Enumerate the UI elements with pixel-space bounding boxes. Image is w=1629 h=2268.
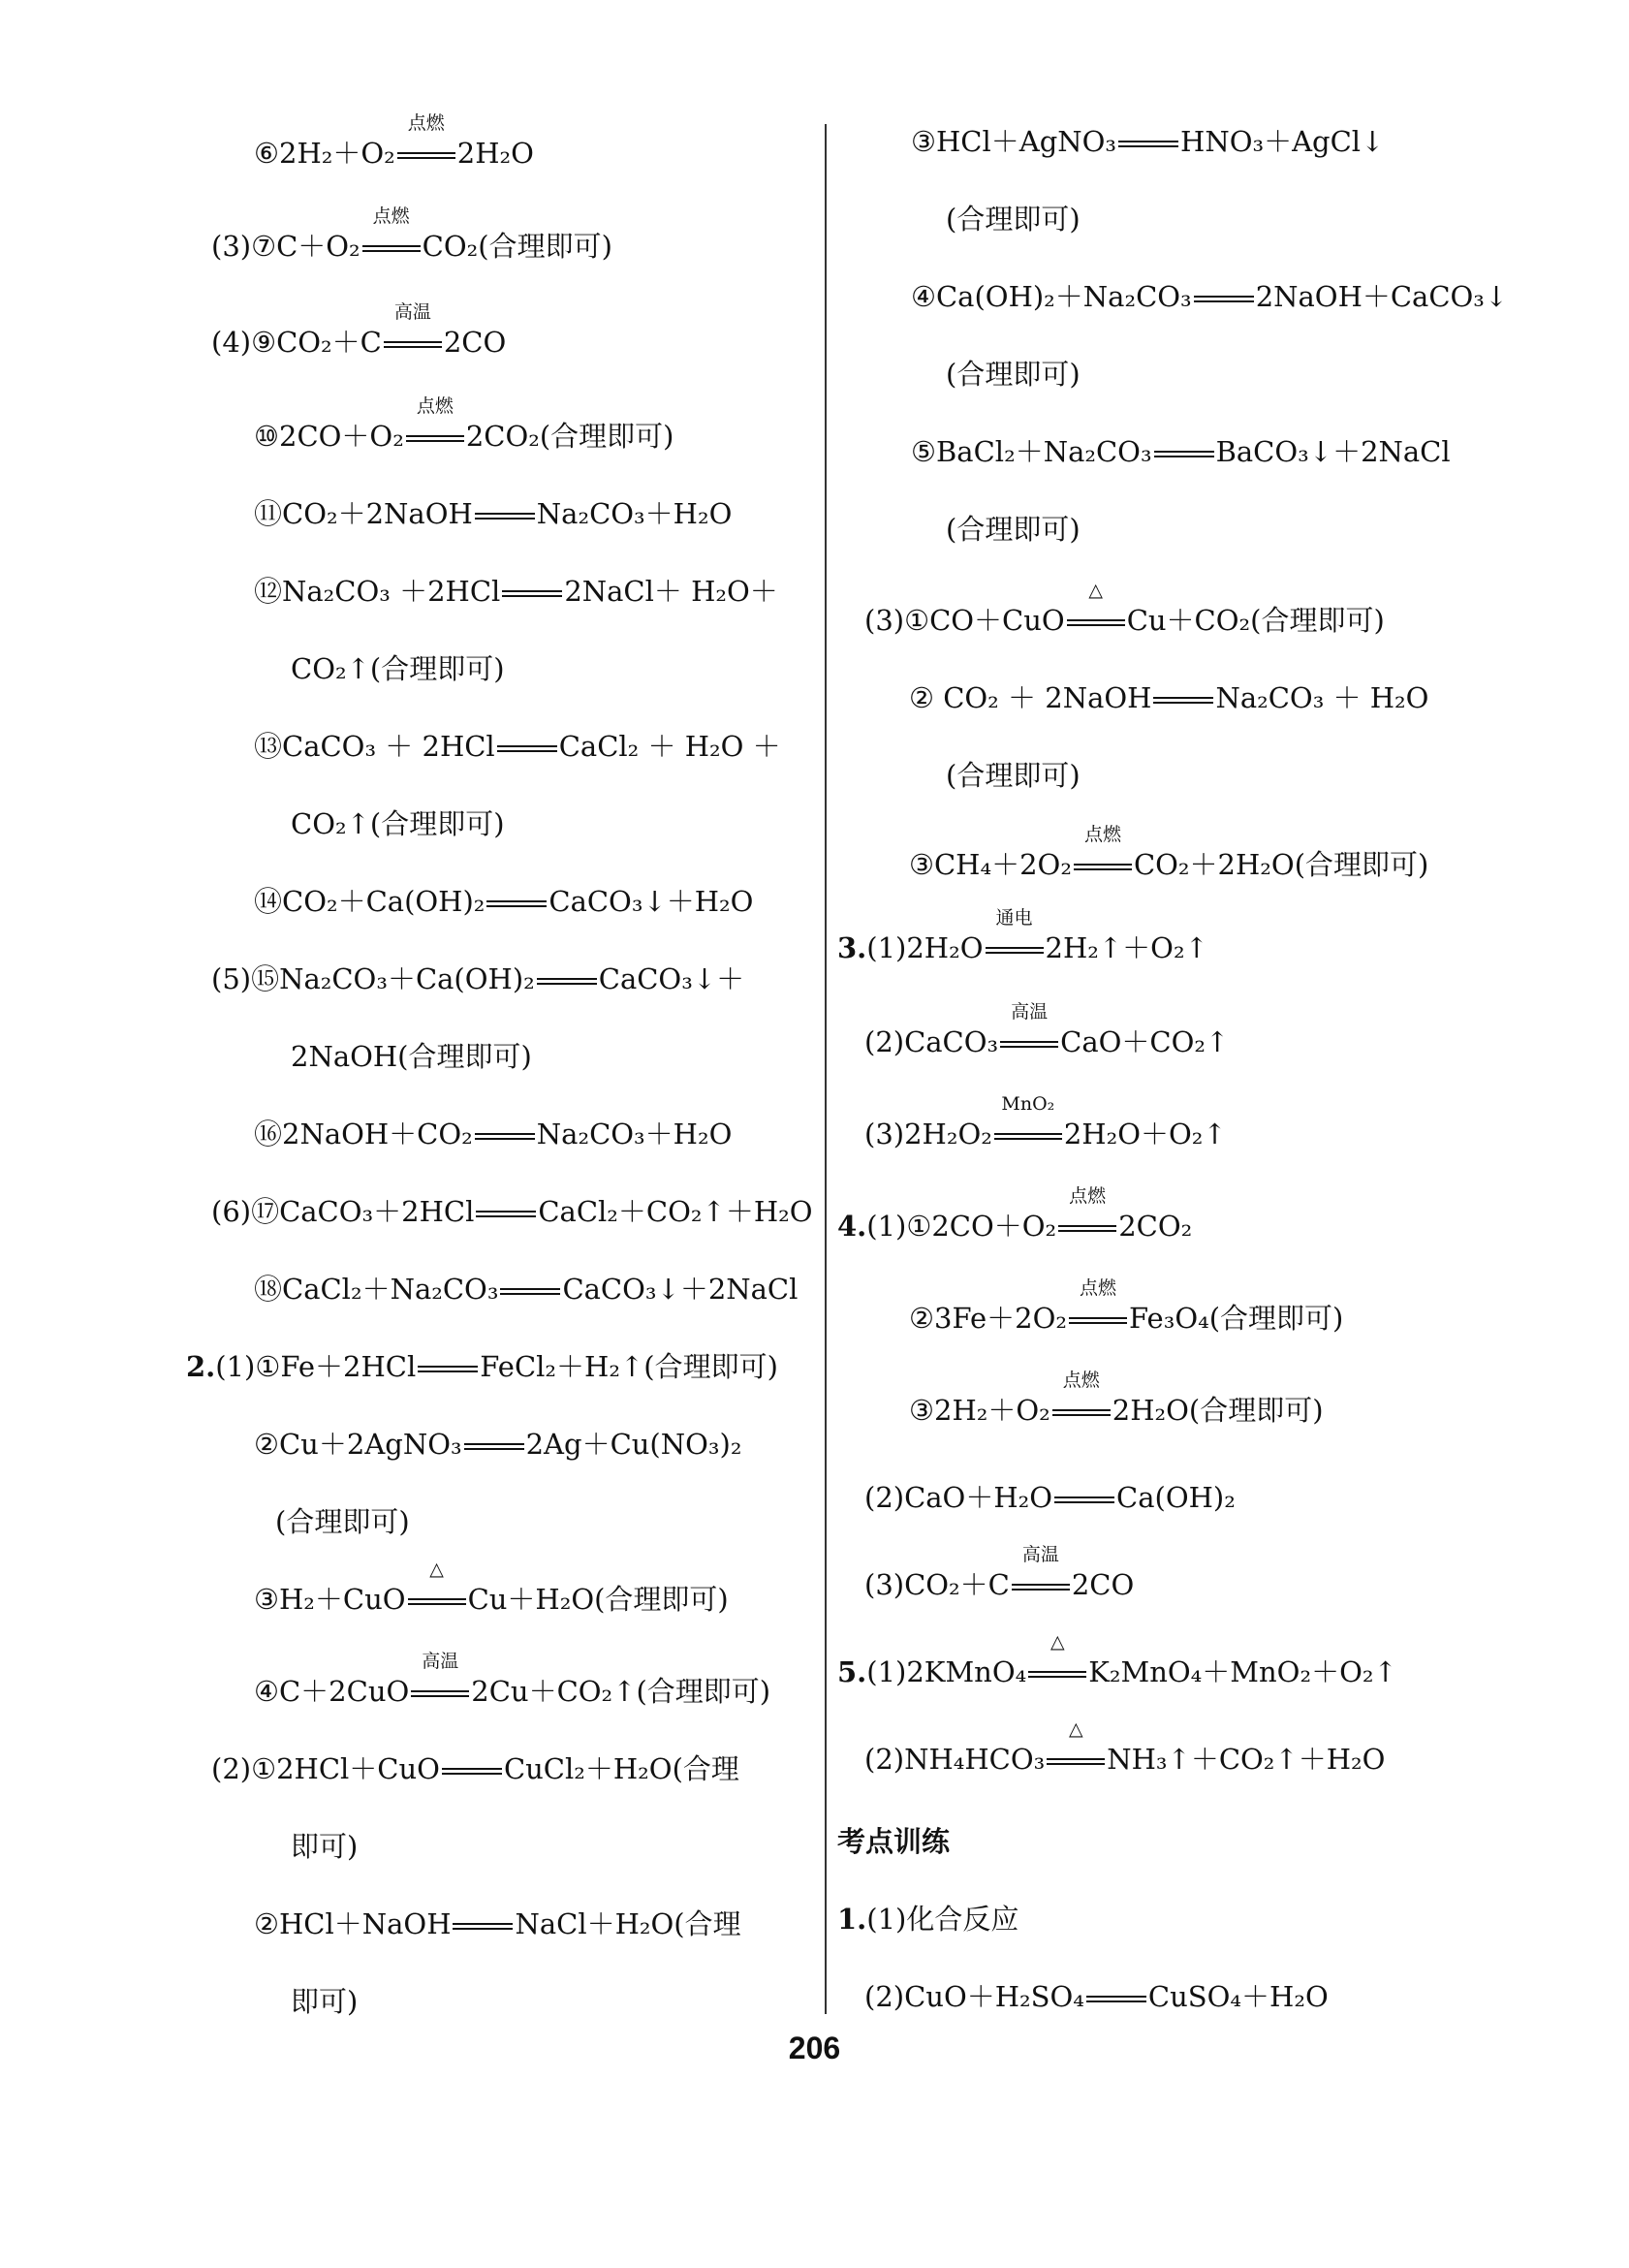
reaction-condition: 点燃 <box>416 395 454 417</box>
equation-text: NaCl＋H₂O(合理 <box>515 1907 741 1940</box>
page-number: 206 <box>788 2031 841 2065</box>
left-line-22 <box>291 1827 358 1866</box>
equation-text: (4)⑨CO₂＋C <box>211 326 382 359</box>
equation-text: ②Cu＋2AgNO₃ <box>254 1428 462 1461</box>
equation-text: Ca(OH)₂ <box>1116 1481 1236 1514</box>
equation-text: (3)2H₂O₂ <box>864 1118 992 1150</box>
right-line-17 <box>864 1478 1236 1517</box>
equation-text: (3)CO₂＋C <box>864 1568 1010 1601</box>
reaction-condition: 通电 <box>995 907 1033 929</box>
right-line-19 <box>837 1631 1397 1691</box>
reaction-condition: 高温 <box>393 301 431 323</box>
reaction-equals-sign <box>1058 1185 1116 1243</box>
equation-text: Cu＋H₂O(合理即可) <box>467 1583 729 1616</box>
right-line-18 <box>864 1544 1135 1604</box>
equation-text: CO₂＋2H₂O(合理即可) <box>1133 848 1429 881</box>
equation-text: (2)CaCO₃ <box>864 1025 999 1058</box>
left-line-16 <box>186 1347 778 1386</box>
right-line-5 <box>911 432 1451 471</box>
equation-text: ⑱CaCl₂＋Na₂CO₃ <box>254 1273 499 1306</box>
equation-text: CaCl₂＋CO₂↑＋H₂O <box>538 1195 813 1228</box>
reaction-equals-sign <box>500 1273 560 1306</box>
reaction-equals-sign <box>418 1350 478 1383</box>
reaction-condition: 高温 <box>1021 1544 1059 1565</box>
left-line-20 <box>254 1651 771 1711</box>
equation-text: (合理即可) <box>946 513 1081 546</box>
equation-text: ⑯2NaOH＋CO₂ <box>254 1118 473 1150</box>
item-number: 2. <box>186 1350 216 1383</box>
left-line-5 <box>254 494 732 533</box>
equation-text: 2NaOH(合理即可) <box>291 1040 532 1073</box>
equation-text: (2)①2HCl＋CuO <box>211 1752 440 1785</box>
equation-text: K₂MnO₄＋MnO₂＋O₂↑ <box>1088 1655 1397 1688</box>
reaction-equals-sign <box>1052 1370 1111 1427</box>
reaction-equals-sign <box>453 1907 513 1940</box>
left-line-18 <box>275 1502 410 1541</box>
reaction-condition: 点燃 <box>372 205 410 227</box>
left-line-9 <box>291 804 505 843</box>
reaction-condition: △ <box>1088 580 1103 601</box>
left-line-19 <box>254 1559 729 1619</box>
right-line-16 <box>909 1370 1324 1430</box>
right-line-11 <box>837 907 1208 967</box>
right-line-9 <box>946 756 1081 795</box>
equation-text: (合理即可) <box>275 1505 410 1538</box>
right-line-7 <box>864 580 1385 640</box>
reaction-condition: 高温 <box>1011 1001 1049 1023</box>
equation-text: ⑤BaCl₂＋Na₂CO₃ <box>911 435 1152 468</box>
equation-text: NH₃↑＋CO₂↑＋H₂O <box>1107 1743 1386 1776</box>
reaction-equals-sign <box>1012 1544 1070 1601</box>
right-line-14 <box>837 1185 1193 1245</box>
reaction-equals-sign <box>475 497 535 530</box>
column-divider <box>825 124 827 2014</box>
right-line-22 <box>837 1900 1018 1938</box>
equation-text: CaCl₂ ＋ H₂O ＋ <box>558 730 781 763</box>
right-line-10 <box>909 824 1429 884</box>
equation-text: (3)⑦C＋O₂ <box>211 230 360 263</box>
equation-text: FeCl₂＋H₂↑(合理即可) <box>480 1350 778 1383</box>
reaction-equals-sign <box>1074 824 1132 881</box>
equation-text: 2Ag＋Cu(NO₃)₂ <box>525 1428 742 1461</box>
left-line-11 <box>211 960 744 998</box>
reaction-equals-sign <box>406 395 464 453</box>
reaction-condition: 高温 <box>422 1651 459 1672</box>
left-line-8 <box>254 727 781 766</box>
right-line-2 <box>946 200 1081 238</box>
reaction-equals-sign <box>1000 1001 1058 1058</box>
reaction-equals-sign <box>994 1093 1062 1150</box>
right-line-4 <box>946 355 1081 394</box>
equation-text: CuCl₂＋H₂O(合理 <box>503 1752 739 1785</box>
right-line-6 <box>946 510 1081 549</box>
right-line-23 <box>864 1977 1329 2016</box>
equation-text: ④C＋2CuO <box>254 1675 410 1708</box>
reaction-equals-sign <box>1153 681 1213 714</box>
reaction-equals-sign <box>475 1118 535 1150</box>
reaction-equals-sign <box>1069 1277 1127 1335</box>
reaction-condition: △ <box>1068 1718 1083 1740</box>
equation-text: (2)NH₄HCO₃ <box>864 1743 1046 1776</box>
reaction-equals-sign <box>1118 125 1178 158</box>
equation-text: ②3Fe＋2O₂ <box>909 1302 1067 1335</box>
equation-text: (合理即可) <box>946 203 1081 236</box>
equation-text: CO₂(合理即可) <box>422 230 612 263</box>
reaction-equals-sign <box>486 885 547 918</box>
item-number: 1. <box>837 1903 867 1936</box>
equation-text: ⑫Na₂CO₃ ＋2HCl <box>254 575 501 608</box>
left-line-15 <box>254 1270 798 1308</box>
item-number: 4. <box>837 1210 867 1243</box>
equation-text: 2NaOH＋CaCO₃↓ <box>1255 280 1509 313</box>
reaction-condition: 点燃 <box>1079 1277 1116 1299</box>
equation-text: 2CO <box>1071 1568 1135 1601</box>
reaction-equals-sign <box>497 730 557 763</box>
equation-text: ②HCl＋NaOH <box>254 1907 452 1940</box>
equation-text: 2H₂O＋O₂↑ <box>1063 1118 1227 1150</box>
equation-text: (6)⑰CaCO₃＋2HCl <box>211 1195 475 1228</box>
equation-text: 2Cu＋CO₂↑(合理即可) <box>471 1675 771 1708</box>
equation-text: 即可) <box>291 1985 359 2018</box>
reaction-condition: MnO₂ <box>1001 1093 1055 1115</box>
reaction-equals-sign <box>1028 1631 1086 1688</box>
equation-text: CO₂↑(合理即可) <box>291 652 505 685</box>
equation-text: (1)2H₂O <box>866 931 984 964</box>
left-line-4 <box>254 395 674 456</box>
reaction-condition: 点燃 <box>407 112 445 134</box>
equation-text: (2)CuO＋H₂SO₄ <box>864 1980 1084 2013</box>
reaction-equals-sign <box>986 907 1044 964</box>
equation-text: (合理即可) <box>946 759 1081 792</box>
equation-text: (1)①Fe＋2HCl <box>215 1350 417 1383</box>
reaction-equals-sign <box>502 575 562 608</box>
equation-text: ② CO₂ ＋ 2NaOH <box>909 681 1152 714</box>
reaction-equals-sign <box>411 1651 469 1708</box>
left-line-17 <box>254 1425 741 1464</box>
equation-text: Cu＋CO₂(合理即可) <box>1126 604 1385 637</box>
reaction-condition: △ <box>429 1559 444 1580</box>
equation-text: (合理即可) <box>946 358 1081 391</box>
item-number: 考点训练 <box>837 1825 951 1858</box>
reaction-condition: △ <box>1049 1631 1065 1653</box>
equation-text: (1)2KMnO₄ <box>866 1655 1027 1688</box>
equation-text: ⑥2H₂＋O₂ <box>254 137 395 170</box>
equation-text: (2)CaO＋H₂O <box>864 1481 1053 1514</box>
equation-text: CuSO₄＋H₂O <box>1147 1980 1329 2013</box>
reaction-equals-sign <box>362 205 421 263</box>
equation-text: 2H₂O(合理即可) <box>1112 1394 1324 1427</box>
reaction-equals-sign <box>1086 1980 1146 2013</box>
equation-text: CaO＋CO₂↑ <box>1060 1025 1230 1058</box>
reaction-equals-sign <box>1194 280 1254 313</box>
left-line-24 <box>291 1982 358 2021</box>
equation-text: 2NaCl＋ H₂O＋ <box>564 575 778 608</box>
left-line-3 <box>211 301 507 362</box>
equation-text: ⑬CaCO₃ ＋ 2HCl <box>254 730 495 763</box>
equation-text: HNO₃＋AgCl↓ <box>1180 125 1385 158</box>
reaction-equals-sign <box>1047 1718 1105 1776</box>
left-line-1 <box>254 112 534 173</box>
left-line-10 <box>254 882 753 921</box>
equation-text: ③CH₄＋2O₂ <box>909 848 1072 881</box>
reaction-condition: 点燃 <box>1083 824 1121 845</box>
equation-text: (1)化合反应 <box>866 1903 1019 1936</box>
reaction-equals-sign <box>408 1559 466 1616</box>
equation-text: BaCO₃↓＋2NaCl <box>1215 435 1451 468</box>
right-line-3 <box>911 277 1508 316</box>
left-line-7 <box>291 649 505 688</box>
equation-text: Na₂CO₃＋H₂O <box>536 497 733 530</box>
reaction-equals-sign <box>537 962 597 995</box>
right-line-20 <box>864 1718 1386 1779</box>
equation-text: Fe₃O₄(合理即可) <box>1129 1302 1344 1335</box>
equation-text: CO₂↑(合理即可) <box>291 807 505 840</box>
equation-text: ⑩2CO＋O₂ <box>254 420 404 453</box>
right-line-1 <box>911 122 1384 161</box>
reaction-equals-sign <box>476 1195 536 1228</box>
item-number: 3. <box>837 931 867 964</box>
left-line-21 <box>211 1749 739 1788</box>
reaction-equals-sign <box>1054 1481 1114 1514</box>
equation-text: 即可) <box>291 1830 359 1863</box>
equation-text: 2H₂O <box>456 137 534 170</box>
left-line-12 <box>291 1037 532 1076</box>
left-line-23 <box>254 1905 741 1943</box>
equation-text: ④Ca(OH)₂＋Na₂CO₃ <box>911 280 1192 313</box>
right-line-13 <box>864 1093 1227 1153</box>
item-number: 5. <box>837 1655 867 1688</box>
equation-text: ⑭CO₂＋Ca(OH)₂ <box>254 885 486 918</box>
equation-text: ③H₂＋CuO <box>254 1583 406 1616</box>
reaction-equals-sign <box>397 112 455 170</box>
equation-text: CaCO₃↓＋2NaCl <box>562 1273 799 1306</box>
equation-text: 2CO <box>443 326 507 359</box>
equation-text: Na₂CO₃＋H₂O <box>536 1118 733 1150</box>
reaction-equals-sign <box>384 301 442 359</box>
reaction-equals-sign <box>1154 435 1214 468</box>
reaction-equals-sign <box>464 1428 524 1461</box>
reaction-equals-sign <box>1067 580 1125 637</box>
right-line-8 <box>909 678 1428 717</box>
right-line-15 <box>909 1277 1344 1338</box>
right-line-12 <box>864 1001 1230 1061</box>
equation-text: Na₂CO₃ ＋ H₂O <box>1215 681 1429 714</box>
equation-text: 2CO₂(合理即可) <box>465 420 674 453</box>
equation-text: ⑪CO₂＋2NaOH <box>254 497 473 530</box>
left-line-6 <box>254 572 778 611</box>
reaction-condition: 点燃 <box>1062 1370 1100 1391</box>
equation-text: (3)①CO＋CuO <box>864 604 1065 637</box>
equation-text: (1)①2CO＋O₂ <box>866 1210 1057 1243</box>
equation-text: CaCO₃↓＋H₂O <box>548 885 754 918</box>
equation-text: 2CO₂ <box>1118 1210 1193 1243</box>
equation-text: ③2H₂＋O₂ <box>909 1394 1050 1427</box>
equation-text: 2H₂↑＋O₂↑ <box>1045 931 1208 964</box>
left-line-13 <box>254 1115 732 1153</box>
reaction-condition: 点燃 <box>1069 1185 1107 1207</box>
left-line-14 <box>211 1192 813 1231</box>
reaction-equals-sign <box>442 1752 502 1785</box>
right-line-21 <box>837 1822 950 1861</box>
equation-text: (5)⑮Na₂CO₃＋Ca(OH)₂ <box>211 962 535 995</box>
equation-text: CaCO₃↓＋ <box>598 962 745 995</box>
left-line-2 <box>211 205 612 266</box>
equation-text: ③HCl＋AgNO₃ <box>911 125 1117 158</box>
